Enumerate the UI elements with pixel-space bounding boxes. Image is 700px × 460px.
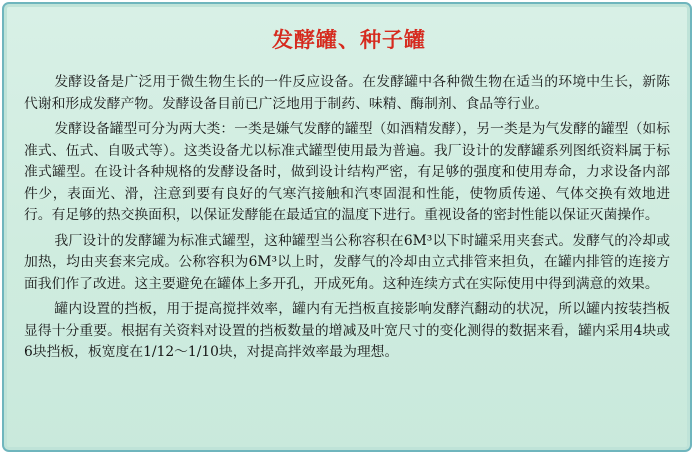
paragraph-2: 发酵设备罐型可分为两大类：一类是嫌气发酵的罐型（如酒精发酵），另一类是为气发酵的罐型（如标准式、伍式、自吸式等）。这类设备尤以标准式罐型使用最为普遍。我厂设计的发酵罐系列图纸资料属于标准式罐型。在设计各种规格的发酵设备时，做到设计结构严密，有足够的强度和使用寿命，力求设备内部件少，表面光、滑，注意到要有良好的气寒汽接触和汽枣固混和性能，使物质传递、气体交换有效地进行。有足够的热交换面积，以保证发酵能在最适宜的温度下进行。重视设备的密封性能以保证灭菌操作。 (24, 121, 670, 223)
paragraph-4: 罐内设置的挡板，用于提高搅拌效率，罐内有无挡板直接影响发酵汽翻动的状况，所以罐内按装挡板显得十分重要。根据有关资料对设置的挡板数量的增减及叶宽尺寸的变化测得的数据来看，罐内采用4块或6块挡板，板宽度在1/12～1/10块，对提高拌效率最为理想。 (24, 301, 670, 360)
paragraph-1: 发酵设备是广泛用于微生物生长的一件反应设备。在发酵罐中各种微生物在适当的环境中生长，新陈代谢和形成发酵产物。发酵设备目前已广泛地用于制药、味精、酶制剂、食品等行业。 (24, 74, 670, 112)
article-body (24, 72, 670, 368)
paragraph-3: 我厂设计的发酵罐为标准式罐型，这种罐型当公称容积在6M³以下时罐采用夹套式。发酵气的冷却或加热，均由夹套来完成。公称容积为6M³以上时，发酵气的冷却由立式排管来担负，在罐内排管的连接方面我们作了改进。这主要避免在罐体上多开孔，开成死角。这种连续方式在实际使用中得到满意的效果。 (24, 232, 670, 292)
page-title: 发酵罐、种子罐 (272, 28, 426, 52)
content-panel (2, 2, 692, 452)
